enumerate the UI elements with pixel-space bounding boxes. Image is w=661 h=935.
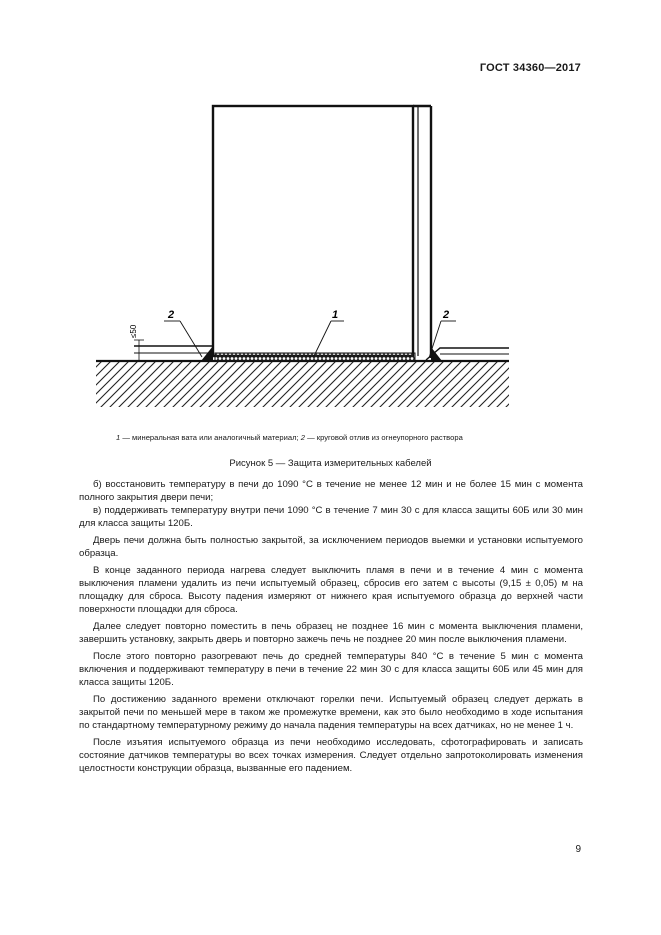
callout-2-left: 2 (168, 309, 175, 321)
callout-2-right: 2 (443, 309, 450, 321)
figure-caption: Рисунок 5 — Защита измерительных кабелей (229, 458, 432, 469)
body-text (79, 478, 583, 775)
paragraph: Дверь печи должна быть полностью закрытой, за исключением периодов выемки и установки испытуемого образца. (79, 535, 583, 559)
figure-legend (116, 433, 556, 442)
leader-2-left (180, 321, 202, 357)
paragraph: После этого повторно разогревают печь до средней температуры 840 °С в течение 5 мин с момента включения и поддерживают температуру в печи в течение 22 мин 30 с для класса защиты 60Б или 45 мин для класса защиты 120Б. (79, 651, 583, 688)
callout-1: 1 (332, 309, 339, 321)
paragraph: В конце заданного периода нагрева следует выключить пламя в печи и в течение 4 мин с момента выключения пламени удалить из печи испытуемый образец, сбросив его затем с высоты (9,15 ± 0,05) м на площадку для сброса. Высоту падения измеряют от нижнего края испытуемого образца до верхней части поверхности площадки для сброса. (79, 565, 583, 615)
paragraph: в) поддерживать температуру внутри печи 1090 °С в течение 7 мин 30 с для класса защиты 60Б или 30 мин для класса защиты 120Б. (79, 505, 583, 529)
legend-number-2: 2 (300, 433, 305, 442)
document-number: ГОСТ 34360—2017 (479, 62, 581, 74)
paragraph: б) восстановить температуру в печи до 1090 °С в течение не менее 12 мин и не более 15 мин с момента полного закрытия двери печи; (79, 479, 583, 503)
dimension-label: ≤50 (129, 324, 138, 338)
ground-hatching (96, 361, 509, 407)
legend-number-1: 1 (116, 433, 121, 442)
page-number: 9 (575, 844, 581, 855)
paragraph: После изъятия испытуемого образца из печи необходимо исследовать, сфотографировать и записать состояние датчиков температуры во всех точках измерения. Следует отдельно запротоколировать изменения целостности конструкции образца, вызванные его падением. (79, 737, 583, 774)
figure-5 (88, 96, 518, 426)
cable-protection-drawing (88, 96, 518, 426)
paragraph: По достижению заданного времени отключают горелки печи. Испытуемый образец следует держать в закрытой печи по меньшей мере в таком же промежутке времени, как это было необходимо в ходе испытания по стандартному температурному режиму до начала падения температуры на всех датчиках, но не менее 1 ч. (79, 694, 583, 731)
legend-text-2: — круговой отлив из огнеупорного раствора (304, 433, 463, 442)
paragraph: Далее следует повторно поместить в печь образец не позднее 16 мин с момента выключения пламени, завершить установку, закрыть дверь и повторно зажечь печь не позднее 20 мин после выключения пламени. (79, 621, 583, 645)
specimen-outline (213, 106, 413, 356)
legend-text-1: — минеральная вата или аналогичный материал; (120, 433, 301, 442)
